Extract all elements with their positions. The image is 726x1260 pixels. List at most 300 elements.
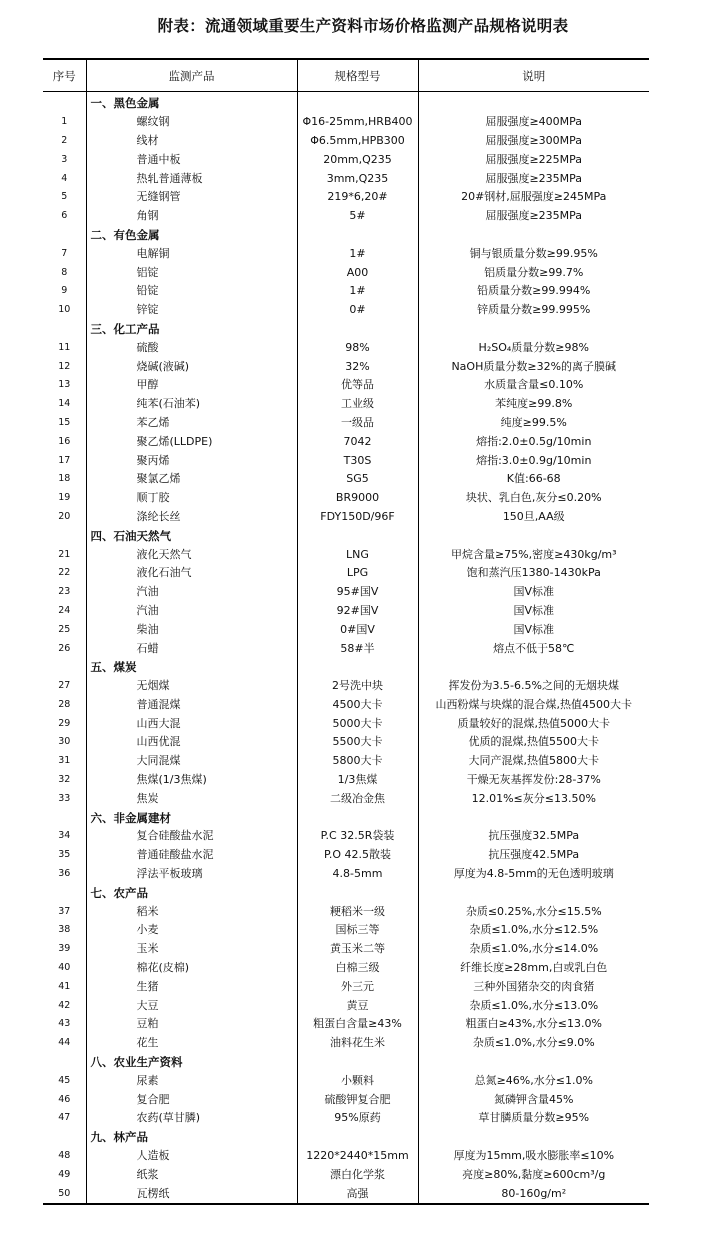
category-no-cell — [43, 1128, 86, 1147]
table-row — [43, 940, 649, 959]
row-product: 顺丁胶 — [86, 489, 297, 508]
row-note: 杂质≤0.25%,水分≤15.5% — [418, 902, 649, 921]
row-spec: 4.8-5mm — [297, 865, 418, 884]
row-note: K值:66-68 — [418, 470, 649, 489]
row-number: 36 — [58, 868, 71, 880]
table-row — [43, 150, 649, 169]
row-note: 亮度≥80%,黏度≥600cm³/g — [418, 1165, 649, 1184]
row-product: 聚丙烯 — [86, 451, 297, 470]
row-note: 甲烷含量≥75%,密度≥430kg/m³ — [418, 545, 649, 564]
table-row — [43, 959, 649, 978]
row-note: 屈服强度≥225MPa — [418, 150, 649, 169]
row-spec: 优等品 — [297, 376, 418, 395]
spec-table — [43, 58, 649, 1205]
category-no-cell — [43, 226, 86, 245]
row-product: 液化天然气 — [86, 545, 297, 564]
row-spec: 98% — [297, 338, 418, 357]
row-spec: 国标三等 — [297, 921, 418, 940]
header-note: 说明 — [418, 59, 649, 92]
category-note-cell — [418, 883, 649, 902]
row-product: 焦煤(1/3焦煤) — [86, 771, 297, 790]
row-spec: 5500大卡 — [297, 733, 418, 752]
row-number: 33 — [58, 792, 71, 804]
row-spec: 小颗料 — [297, 1071, 418, 1090]
category-no-cell — [43, 526, 86, 545]
row-number: 15 — [58, 416, 71, 428]
row-spec: 粗蛋白含量≥43% — [297, 1015, 418, 1034]
row-note: 抗压强度32.5MPa — [418, 827, 649, 846]
row-spec: 7042 — [297, 432, 418, 451]
table-row — [43, 395, 649, 414]
row-product: 聚氯乙烯 — [86, 470, 297, 489]
category-row — [43, 226, 649, 245]
category-name: 一、黑色金属 — [86, 92, 297, 113]
row-spec: A00 — [297, 263, 418, 282]
row-note: 屈服强度≥235MPa — [418, 169, 649, 188]
row-number: 20 — [58, 510, 71, 522]
row-note: 屈服强度≥235MPa — [418, 207, 649, 226]
table-row — [43, 414, 649, 433]
row-spec: 58#半 — [297, 639, 418, 658]
row-note: 杂质≤1.0%,水分≤9.0% — [418, 1034, 649, 1053]
row-number: 40 — [58, 962, 71, 974]
row-number: 17 — [58, 454, 71, 466]
table-row — [43, 489, 649, 508]
row-note: NaOH质量分数≥32%的离子膜碱 — [418, 357, 649, 376]
table-row — [43, 244, 649, 263]
category-note-cell — [418, 320, 649, 339]
table-row — [43, 771, 649, 790]
row-product: 山西大混 — [86, 714, 297, 733]
row-note: 锌质量分数≥99.995% — [418, 301, 649, 320]
row-note: 国Ⅴ标准 — [418, 583, 649, 602]
category-no-cell — [43, 1053, 86, 1072]
category-no-cell — [43, 92, 86, 113]
category-spec-cell — [297, 1053, 418, 1072]
table-row — [43, 1147, 649, 1166]
row-number: 43 — [58, 1018, 71, 1030]
row-note: 干燥无灰基挥发份:28-37% — [418, 771, 649, 790]
row-spec: 95%原药 — [297, 1109, 418, 1128]
table-row — [43, 1034, 649, 1053]
row-number: 25 — [58, 623, 71, 635]
table-row — [43, 470, 649, 489]
table-row — [43, 113, 649, 132]
category-row — [43, 1128, 649, 1147]
row-note: 熔指:2.0±0.5g/10min — [418, 432, 649, 451]
table-row — [43, 677, 649, 696]
row-note: 粗蛋白≥43%,水分≤13.0% — [418, 1015, 649, 1034]
row-note: 杂质≤1.0%,水分≤13.0% — [418, 996, 649, 1015]
table-row — [43, 1015, 649, 1034]
row-product: 线材 — [86, 132, 297, 151]
row-number: 10 — [58, 304, 71, 316]
row-product: 普通中板 — [86, 150, 297, 169]
row-spec: 高强 — [297, 1184, 418, 1204]
table-row — [43, 1165, 649, 1184]
row-number: 13 — [58, 379, 71, 391]
category-spec-cell — [297, 883, 418, 902]
row-number: 44 — [58, 1037, 71, 1049]
row-product: 农药(草甘膦) — [86, 1109, 297, 1128]
category-row — [43, 658, 649, 677]
table-row — [43, 789, 649, 808]
row-number: 35 — [58, 849, 71, 861]
table-row — [43, 639, 649, 658]
row-spec: 5000大卡 — [297, 714, 418, 733]
row-product: 普通混煤 — [86, 696, 297, 715]
row-product: 铅锭 — [86, 282, 297, 301]
row-spec: P.C 32.5R袋装 — [297, 827, 418, 846]
row-note: 山西粉煤与块煤的混合煤,热值4500大卡 — [418, 696, 649, 715]
row-product: 硫酸 — [86, 338, 297, 357]
category-spec-cell — [297, 808, 418, 827]
row-number: 32 — [58, 774, 71, 786]
row-product: 生猪 — [86, 977, 297, 996]
table-row — [43, 977, 649, 996]
row-number: 27 — [58, 680, 71, 692]
row-number: 48 — [58, 1150, 71, 1162]
row-product: 浮法平板玻璃 — [86, 865, 297, 884]
header-spec: 规格型号 — [297, 59, 418, 92]
category-spec-cell — [297, 92, 418, 113]
row-product: 甲醇 — [86, 376, 297, 395]
row-product: 螺纹钢 — [86, 113, 297, 132]
row-number: 2 — [61, 134, 68, 146]
row-note: H₂SO₄质量分数≥98% — [418, 338, 649, 357]
row-product: 纸浆 — [86, 1165, 297, 1184]
table-row — [43, 583, 649, 602]
category-note-cell — [418, 1053, 649, 1072]
category-note-cell — [418, 526, 649, 545]
row-spec: 漂白化学浆 — [297, 1165, 418, 1184]
row-product: 普通硅酸盐水泥 — [86, 846, 297, 865]
row-spec: 白棉三级 — [297, 959, 418, 978]
category-no-cell — [43, 658, 86, 677]
row-spec: T30S — [297, 451, 418, 470]
row-number: 6 — [61, 210, 68, 222]
row-note: 熔指:3.0±0.9g/10min — [418, 451, 649, 470]
row-spec: 1# — [297, 282, 418, 301]
row-spec: BR9000 — [297, 489, 418, 508]
category-name: 九、林产品 — [86, 1128, 297, 1147]
row-spec: 95#国Ⅴ — [297, 583, 418, 602]
table-row — [43, 169, 649, 188]
row-spec: 5# — [297, 207, 418, 226]
spec-table-container — [43, 58, 649, 1205]
row-product: 复合肥 — [86, 1090, 297, 1109]
row-number: 41 — [58, 980, 71, 992]
row-product: 稻米 — [86, 902, 297, 921]
row-number: 11 — [58, 341, 71, 353]
category-name: 三、化工产品 — [86, 320, 297, 339]
row-spec: 4500大卡 — [297, 696, 418, 715]
table-row — [43, 545, 649, 564]
table-row — [43, 338, 649, 357]
category-row — [43, 1053, 649, 1072]
row-number: 26 — [58, 642, 71, 654]
row-spec: Φ6.5mm,HPB300 — [297, 132, 418, 151]
category-spec-cell — [297, 1128, 418, 1147]
row-product: 汽油 — [86, 602, 297, 621]
category-name: 二、有色金属 — [86, 226, 297, 245]
row-number: 38 — [58, 924, 71, 936]
table-row — [43, 263, 649, 282]
row-spec: 一级品 — [297, 414, 418, 433]
row-product: 山西优混 — [86, 733, 297, 752]
table-row — [43, 1184, 649, 1204]
row-product: 烧碱(液碱) — [86, 357, 297, 376]
row-product: 无缝钢管 — [86, 188, 297, 207]
table-row — [43, 282, 649, 301]
row-product: 热轧普通薄板 — [86, 169, 297, 188]
table-row — [43, 188, 649, 207]
row-product: 无烟煤 — [86, 677, 297, 696]
row-note: 草甘膦质量分数≥95% — [418, 1109, 649, 1128]
row-note: 挥发份为3.5-6.5%之间的无烟块煤 — [418, 677, 649, 696]
row-product: 大豆 — [86, 996, 297, 1015]
row-note: 80-160g/m² — [418, 1184, 649, 1204]
row-note: 熔点不低于58℃ — [418, 639, 649, 658]
row-product: 豆粕 — [86, 1015, 297, 1034]
row-number: 24 — [58, 604, 71, 616]
row-number: 30 — [58, 736, 71, 748]
row-number: 1 — [61, 116, 68, 128]
row-number: 8 — [61, 266, 68, 278]
row-product: 纯苯(石油苯) — [86, 395, 297, 414]
row-spec: 黄豆 — [297, 996, 418, 1015]
row-note: 国Ⅴ标准 — [418, 620, 649, 639]
header-no: 序号 — [43, 59, 86, 92]
row-note: 抗压强度42.5MPa — [418, 846, 649, 865]
row-note: 国Ⅴ标准 — [418, 602, 649, 621]
row-number: 34 — [58, 830, 71, 842]
row-number: 45 — [58, 1074, 71, 1086]
category-note-cell — [418, 658, 649, 677]
category-name: 八、农业生产资料 — [86, 1053, 297, 1072]
row-product: 棉花(皮棉) — [86, 959, 297, 978]
category-row — [43, 883, 649, 902]
row-product: 瓦楞纸 — [86, 1184, 297, 1204]
row-note: 纤维长度≥28mm,白或乳白色 — [418, 959, 649, 978]
table-row — [43, 301, 649, 320]
row-number: 50 — [58, 1187, 71, 1199]
page-title: 附表：流通领域重要生产资料市场价格监测产品规格说明表 — [157, 17, 569, 35]
row-spec: 1# — [297, 244, 418, 263]
category-row — [43, 808, 649, 827]
table-header-row — [43, 59, 649, 92]
row-note: 厚度为15mm,吸水膨胀率≤10% — [418, 1147, 649, 1166]
category-spec-cell — [297, 320, 418, 339]
row-number: 21 — [58, 548, 71, 560]
table-row — [43, 1109, 649, 1128]
row-note: 总氮≥46%,水分≤1.0% — [418, 1071, 649, 1090]
row-spec: 黄玉米二等 — [297, 940, 418, 959]
table-row — [43, 733, 649, 752]
row-spec: SG5 — [297, 470, 418, 489]
row-note: 块状、乳白色,灰分≤0.20% — [418, 489, 649, 508]
row-note: 纯度≥99.5% — [418, 414, 649, 433]
table-row — [43, 865, 649, 884]
category-note-cell — [418, 1128, 649, 1147]
row-product: 复合硅酸盐水泥 — [86, 827, 297, 846]
table-row — [43, 1071, 649, 1090]
row-product: 苯乙烯 — [86, 414, 297, 433]
category-name: 六、非金属建材 — [86, 808, 297, 827]
table-row — [43, 714, 649, 733]
row-product: 焦炭 — [86, 789, 297, 808]
row-note: 150旦,AA级 — [418, 508, 649, 527]
row-product: 聚乙烯(LLDPE) — [86, 432, 297, 451]
row-product: 玉米 — [86, 940, 297, 959]
row-note: 杂质≤1.0%,水分≤14.0% — [418, 940, 649, 959]
row-spec: 油料花生米 — [297, 1034, 418, 1053]
table-row — [43, 752, 649, 771]
row-number: 14 — [58, 398, 71, 410]
row-note: 大同产混煤,热值5800大卡 — [418, 752, 649, 771]
row-note: 屈服强度≥300MPa — [418, 132, 649, 151]
category-spec-cell — [297, 226, 418, 245]
row-note: 氮磷钾含量45% — [418, 1090, 649, 1109]
table-row — [43, 508, 649, 527]
category-spec-cell — [297, 658, 418, 677]
row-spec: Φ16-25mm,HRB400 — [297, 113, 418, 132]
category-name: 七、农产品 — [86, 883, 297, 902]
row-spec: LNG — [297, 545, 418, 564]
table-row — [43, 996, 649, 1015]
row-product: 花生 — [86, 1034, 297, 1053]
row-note: 屈服强度≥400MPa — [418, 113, 649, 132]
row-number: 47 — [58, 1112, 71, 1124]
category-no-cell — [43, 883, 86, 902]
category-row — [43, 526, 649, 545]
table-row — [43, 846, 649, 865]
row-number: 7 — [61, 247, 68, 259]
row-product: 人造板 — [86, 1147, 297, 1166]
row-number: 42 — [58, 999, 71, 1011]
row-number: 4 — [61, 172, 68, 184]
category-note-cell — [418, 808, 649, 827]
row-spec: P.O 42.5散装 — [297, 846, 418, 865]
row-spec: FDY150D/96F — [297, 508, 418, 527]
row-note: 20#钢材,屈服强度≥245MPa — [418, 188, 649, 207]
row-number: 37 — [58, 905, 71, 917]
row-product: 液化石油气 — [86, 564, 297, 583]
row-note: 铝质量分数≥99.7% — [418, 263, 649, 282]
row-spec: 2号洗中块 — [297, 677, 418, 696]
table-row — [43, 564, 649, 583]
row-number: 29 — [58, 717, 71, 729]
row-product: 锌锭 — [86, 301, 297, 320]
row-product: 小麦 — [86, 921, 297, 940]
row-spec: 外三元 — [297, 977, 418, 996]
category-name: 五、煤炭 — [86, 658, 297, 677]
table-row — [43, 451, 649, 470]
table-row — [43, 376, 649, 395]
row-spec: 219*6,20# — [297, 188, 418, 207]
row-product: 石蜡 — [86, 639, 297, 658]
category-no-cell — [43, 808, 86, 827]
row-note: 三种外国猪杂交的肉食猪 — [418, 977, 649, 996]
row-spec: 5800大卡 — [297, 752, 418, 771]
row-product: 角钢 — [86, 207, 297, 226]
row-spec: 1/3焦煤 — [297, 771, 418, 790]
table-row — [43, 602, 649, 621]
row-number: 5 — [61, 191, 68, 203]
table-row — [43, 696, 649, 715]
row-number: 31 — [58, 755, 71, 767]
row-number: 16 — [58, 435, 71, 447]
category-row — [43, 92, 649, 113]
row-spec: 20mm,Q235 — [297, 150, 418, 169]
table-row — [43, 432, 649, 451]
row-spec: LPG — [297, 564, 418, 583]
row-note: 杂质≤1.0%,水分≤12.5% — [418, 921, 649, 940]
row-spec: 0# — [297, 301, 418, 320]
table-row — [43, 902, 649, 921]
row-note: 优质的混煤,热值5500大卡 — [418, 733, 649, 752]
row-spec: 32% — [297, 357, 418, 376]
row-product: 汽油 — [86, 583, 297, 602]
row-number: 49 — [58, 1168, 71, 1180]
row-note: 12.01%≤灰分≤13.50% — [418, 789, 649, 808]
row-number: 22 — [58, 567, 71, 579]
table-body — [43, 92, 649, 1205]
category-note-cell — [418, 226, 649, 245]
row-spec: 0#国Ⅴ — [297, 620, 418, 639]
table-row — [43, 620, 649, 639]
row-product: 电解铜 — [86, 244, 297, 263]
row-spec: 二级冶金焦 — [297, 789, 418, 808]
row-note: 铜与银质量分数≥99.95% — [418, 244, 649, 263]
row-number: 28 — [58, 698, 71, 710]
row-spec: 粳稻米一级 — [297, 902, 418, 921]
row-number: 9 — [61, 285, 68, 297]
row-spec: 1220*2440*15mm — [297, 1147, 418, 1166]
row-note: 厚度为4.8-5mm的无色透明玻璃 — [418, 865, 649, 884]
row-number: 23 — [58, 586, 71, 598]
row-spec: 硫酸钾复合肥 — [297, 1090, 418, 1109]
row-number: 19 — [58, 492, 71, 504]
category-spec-cell — [297, 526, 418, 545]
table-row — [43, 132, 649, 151]
table-row — [43, 921, 649, 940]
row-product: 柴油 — [86, 620, 297, 639]
row-product: 尿素 — [86, 1071, 297, 1090]
row-number: 18 — [58, 473, 71, 485]
row-note: 铅质量分数≥99.994% — [418, 282, 649, 301]
table-row — [43, 1090, 649, 1109]
row-spec: 工业级 — [297, 395, 418, 414]
category-no-cell — [43, 320, 86, 339]
category-name: 四、石油天然气 — [86, 526, 297, 545]
row-spec: 3mm,Q235 — [297, 169, 418, 188]
row-number: 3 — [61, 153, 68, 165]
row-product: 铝锭 — [86, 263, 297, 282]
category-note-cell — [418, 92, 649, 113]
row-note: 质量较好的混煤,热值5000大卡 — [418, 714, 649, 733]
table-row — [43, 357, 649, 376]
row-note: 水质量含量≤0.10% — [418, 376, 649, 395]
table-row — [43, 827, 649, 846]
row-spec: 92#国Ⅴ — [297, 602, 418, 621]
category-row — [43, 320, 649, 339]
row-note: 苯纯度≥99.8% — [418, 395, 649, 414]
row-number: 46 — [58, 1093, 71, 1105]
table-row — [43, 207, 649, 226]
row-product: 大同混煤 — [86, 752, 297, 771]
row-number: 12 — [58, 360, 71, 372]
